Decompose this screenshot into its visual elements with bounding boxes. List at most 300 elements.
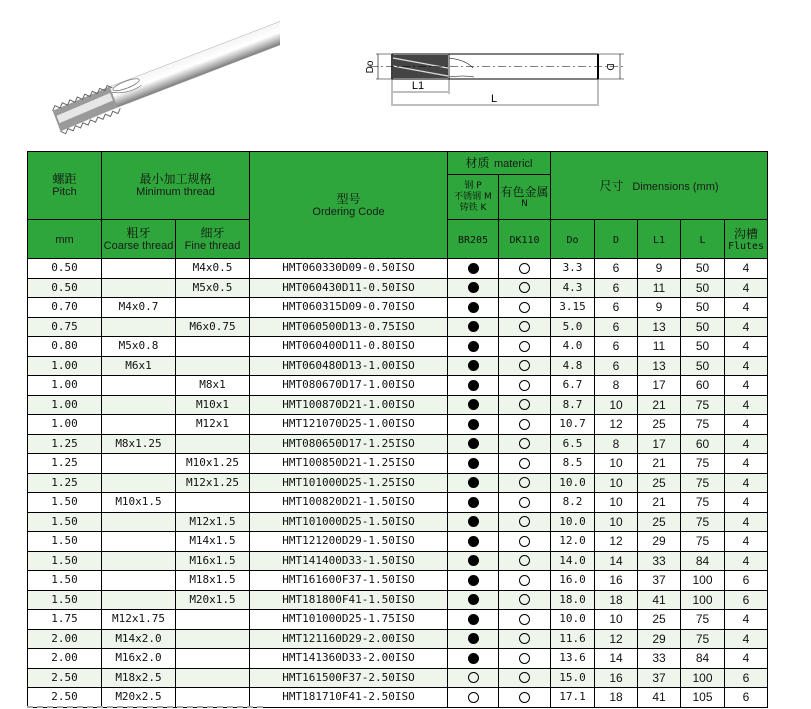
empty-circle-icon <box>468 692 479 703</box>
cell-dk110 <box>499 259 551 279</box>
cell-pitch: 1.50 <box>28 590 102 610</box>
cell-flutes: 4 <box>725 473 768 493</box>
cell-fine-thread: M10x1 <box>176 395 250 415</box>
cell-dk110 <box>499 415 551 435</box>
cell-flutes: 4 <box>725 415 768 435</box>
empty-circle-icon <box>519 458 530 469</box>
cell-fine-thread: M12x1.25 <box>176 473 250 493</box>
filled-circle-icon <box>468 477 479 488</box>
table-row <box>28 356 768 376</box>
cell-l: 50 <box>681 259 725 279</box>
cell-dk110 <box>499 532 551 552</box>
cell-pitch: 1.00 <box>28 395 102 415</box>
cell-flutes: 4 <box>725 395 768 415</box>
empty-circle-icon <box>519 594 530 605</box>
cell-do: 3.15 <box>551 298 595 318</box>
cell-pitch: 0.70 <box>28 298 102 318</box>
cell-l: 75 <box>681 493 725 513</box>
table-body <box>28 259 768 708</box>
cell-fine-thread <box>176 298 250 318</box>
cell-coarse-thread: M20x2.5 <box>102 688 176 708</box>
cell-pitch: 1.25 <box>28 434 102 454</box>
cell-dk110 <box>499 551 551 571</box>
cell-l: 50 <box>681 298 725 318</box>
cell-br205 <box>448 688 499 708</box>
cell-flutes: 6 <box>725 688 768 708</box>
cell-pitch: 1.50 <box>28 571 102 591</box>
cell-coarse-thread <box>102 512 176 532</box>
cell-br205 <box>448 649 499 669</box>
cell-pitch: 0.50 <box>28 278 102 298</box>
cell-d: 12 <box>595 629 638 649</box>
empty-circle-icon <box>519 341 530 352</box>
cell-l1: 37 <box>638 571 681 591</box>
cell-l1: 25 <box>638 512 681 532</box>
filled-circle-icon <box>468 341 479 352</box>
cell-pitch: 2.00 <box>28 649 102 669</box>
cell-br205 <box>448 473 499 493</box>
header-pitch: 螺距 Pitch <box>28 152 102 220</box>
cell-l: 75 <box>681 629 725 649</box>
cell-l1: 41 <box>638 688 681 708</box>
cell-coarse-thread <box>102 376 176 396</box>
dimension-drawing <box>356 44 636 110</box>
empty-circle-icon <box>519 399 530 410</box>
cell-br205 <box>448 356 499 376</box>
cell-br205 <box>448 337 499 357</box>
cell-fine-thread <box>176 610 250 630</box>
filled-circle-icon <box>468 399 479 410</box>
cell-fine-thread <box>176 629 250 649</box>
cell-d: 16 <box>595 571 638 591</box>
cell-fine-thread: M4x0.5 <box>176 259 250 279</box>
cell-ordering-code: HMT121200D29-1.50ISO <box>250 532 448 552</box>
filled-circle-icon <box>468 438 479 449</box>
empty-circle-icon <box>519 438 530 449</box>
empty-circle-icon <box>519 633 530 644</box>
cell-do: 14.0 <box>551 551 595 571</box>
do-label: Do <box>365 60 376 74</box>
cell-coarse-thread <box>102 551 176 571</box>
header-l1: L1 <box>638 220 681 259</box>
cell-do: 4.8 <box>551 356 595 376</box>
cell-dk110 <box>499 493 551 513</box>
cell-br205 <box>448 434 499 454</box>
cell-br205 <box>448 278 499 298</box>
cell-ordering-code: HMT100850D21-1.25ISO <box>250 454 448 474</box>
cell-flutes: 4 <box>725 317 768 337</box>
cell-do: 11.6 <box>551 629 595 649</box>
cell-flutes: 6 <box>725 668 768 688</box>
filled-circle-icon <box>468 380 479 391</box>
cell-dk110 <box>499 376 551 396</box>
filled-circle-icon <box>468 633 479 644</box>
cell-br205 <box>448 590 499 610</box>
filled-circle-icon <box>468 536 479 547</box>
table-row <box>28 317 768 337</box>
cell-pitch: 2.50 <box>28 668 102 688</box>
cell-d: 8 <box>595 434 638 454</box>
cell-coarse-thread <box>102 473 176 493</box>
cell-ordering-code: HMT141360D33-2.00ISO <box>250 649 448 669</box>
filled-circle-icon <box>468 614 479 625</box>
cell-l1: 33 <box>638 551 681 571</box>
cell-coarse-thread <box>102 454 176 474</box>
cell-do: 6.5 <box>551 434 595 454</box>
table-row <box>28 551 768 571</box>
cell-dk110 <box>499 590 551 610</box>
empty-circle-icon <box>519 282 530 293</box>
cell-l1: 25 <box>638 610 681 630</box>
cell-l1: 29 <box>638 532 681 552</box>
cell-d: 6 <box>595 278 638 298</box>
cell-ordering-code: HMT060430D11-0.50ISO <box>250 278 448 298</box>
cell-l1: 21 <box>638 395 681 415</box>
cell-d: 18 <box>595 688 638 708</box>
empty-circle-icon <box>519 653 530 664</box>
cell-fine-thread <box>176 356 250 376</box>
filled-circle-icon <box>468 360 479 371</box>
cell-l1: 21 <box>638 493 681 513</box>
header-flutes: 沟槽 Flutes <box>725 220 768 259</box>
cell-do: 4.3 <box>551 278 595 298</box>
filled-circle-icon <box>468 497 479 508</box>
cell-coarse-thread: M4x0.7 <box>102 298 176 318</box>
cell-l: 60 <box>681 434 725 454</box>
cell-dk110 <box>499 571 551 591</box>
cell-fine-thread: M14x1.5 <box>176 532 250 552</box>
cell-br205 <box>448 415 499 435</box>
cell-dk110 <box>499 668 551 688</box>
cell-ordering-code: HMT060315D09-0.70ISO <box>250 298 448 318</box>
header-unit-mm: mm <box>28 220 102 259</box>
cell-dk110 <box>499 395 551 415</box>
cell-dk110 <box>499 298 551 318</box>
cell-d: 12 <box>595 415 638 435</box>
empty-circle-icon <box>519 672 530 683</box>
cell-dk110 <box>499 317 551 337</box>
cell-flutes: 6 <box>725 590 768 610</box>
cell-pitch: 0.75 <box>28 317 102 337</box>
cell-fine-thread <box>176 668 250 688</box>
empty-circle-icon <box>519 321 530 332</box>
empty-circle-icon <box>519 263 530 274</box>
cell-l1: 11 <box>638 278 681 298</box>
cell-do: 12.0 <box>551 532 595 552</box>
filled-circle-icon <box>468 575 479 586</box>
cell-flutes: 4 <box>725 434 768 454</box>
empty-circle-icon <box>519 419 530 430</box>
table-row <box>28 649 768 669</box>
cell-ordering-code: HMT060400D11-0.80ISO <box>250 337 448 357</box>
table-row <box>28 610 768 630</box>
cell-dk110 <box>499 337 551 357</box>
cell-d: 14 <box>595 551 638 571</box>
cell-fine-thread: M20x1.5 <box>176 590 250 610</box>
cell-flutes: 4 <box>725 532 768 552</box>
cell-ordering-code: HMT060500D13-0.75ISO <box>250 317 448 337</box>
filled-circle-icon <box>468 555 479 566</box>
cell-ordering-code: HMT060330D09-0.50ISO <box>250 259 448 279</box>
cell-pitch: 0.50 <box>28 259 102 279</box>
cell-do: 10.0 <box>551 610 595 630</box>
cell-d: 10 <box>595 473 638 493</box>
cell-fine-thread: M12x1 <box>176 415 250 435</box>
header-grade-br205: BR205 <box>448 220 499 259</box>
empty-circle-icon <box>519 575 530 586</box>
cell-l: 75 <box>681 512 725 532</box>
cell-ordering-code: HMT121070D25-1.00ISO <box>250 415 448 435</box>
cell-fine-thread <box>176 493 250 513</box>
cell-fine-thread: M12x1.5 <box>176 512 250 532</box>
cell-pitch: 1.00 <box>28 376 102 396</box>
filled-circle-icon <box>468 594 479 605</box>
table-row <box>28 376 768 396</box>
cell-coarse-thread: M10x1.5 <box>102 493 176 513</box>
cell-flutes: 4 <box>725 629 768 649</box>
cell-fine-thread <box>176 434 250 454</box>
cell-l: 84 <box>681 551 725 571</box>
cell-d: 10 <box>595 395 638 415</box>
empty-circle-icon <box>519 692 530 703</box>
cell-do: 5.0 <box>551 317 595 337</box>
cell-ordering-code: HMT181800F41-1.50ISO <box>250 590 448 610</box>
header-coarse-thread: 粗牙 Coarse thread <box>102 220 176 259</box>
cell-coarse-thread <box>102 278 176 298</box>
cell-l: 50 <box>681 356 725 376</box>
cell-l: 75 <box>681 610 725 630</box>
cell-br205 <box>448 512 499 532</box>
cell-l1: 9 <box>638 259 681 279</box>
cell-br205 <box>448 610 499 630</box>
table-row <box>28 571 768 591</box>
table-row <box>28 629 768 649</box>
cell-pitch: 2.00 <box>28 629 102 649</box>
filled-circle-icon <box>468 302 479 313</box>
table-row <box>28 395 768 415</box>
thread-mill-spec-table <box>27 151 768 708</box>
cell-ordering-code: HMT080670D17-1.00ISO <box>250 376 448 396</box>
cell-br205 <box>448 259 499 279</box>
cell-coarse-thread <box>102 571 176 591</box>
cell-l1: 17 <box>638 376 681 396</box>
cell-d: 10 <box>595 512 638 532</box>
cell-l1: 17 <box>638 434 681 454</box>
cell-l: 105 <box>681 688 725 708</box>
header-material-nonferrous: 有色金属 N <box>499 175 551 220</box>
cell-fine-thread: M5x0.5 <box>176 278 250 298</box>
cell-dk110 <box>499 512 551 532</box>
cell-ordering-code: HMT181710F41-2.50ISO <box>250 688 448 708</box>
cell-br205 <box>448 551 499 571</box>
cell-flutes: 4 <box>725 376 768 396</box>
cell-coarse-thread <box>102 532 176 552</box>
cell-do: 8.2 <box>551 493 595 513</box>
cell-l: 50 <box>681 278 725 298</box>
cell-pitch: 1.25 <box>28 473 102 493</box>
empty-circle-icon <box>519 614 530 625</box>
cell-br205 <box>448 532 499 552</box>
cell-do: 3.3 <box>551 259 595 279</box>
table-row <box>28 454 768 474</box>
cell-fine-thread: M6x0.75 <box>176 317 250 337</box>
cell-dk110 <box>499 649 551 669</box>
cell-l1: 41 <box>638 590 681 610</box>
cell-flutes: 4 <box>725 278 768 298</box>
cell-flutes: 4 <box>725 337 768 357</box>
cell-ordering-code: HMT101000D25-1.75ISO <box>250 610 448 630</box>
cell-dk110 <box>499 434 551 454</box>
cell-coarse-thread <box>102 590 176 610</box>
cell-l1: 21 <box>638 454 681 474</box>
empty-circle-icon <box>519 302 530 313</box>
cell-fine-thread: M18x1.5 <box>176 571 250 591</box>
header-dimensions: 尺寸 Dimensions (mm) <box>551 152 768 220</box>
cell-d: 6 <box>595 356 638 376</box>
cell-flutes: 4 <box>725 259 768 279</box>
cell-pitch: 1.00 <box>28 415 102 435</box>
cell-br205 <box>448 493 499 513</box>
footer-note-cropped <box>27 703 267 709</box>
cell-pitch: 1.50 <box>28 551 102 571</box>
cell-ordering-code: HMT100820D21-1.50ISO <box>250 493 448 513</box>
cell-l1: 33 <box>638 649 681 669</box>
cell-ordering-code: HMT101000D25-1.25ISO <box>250 473 448 493</box>
cell-d: 18 <box>595 590 638 610</box>
table-row <box>28 278 768 298</box>
cell-fine-thread: M8x1 <box>176 376 250 396</box>
header-d: D <box>595 220 638 259</box>
cell-coarse-thread: M18x2.5 <box>102 668 176 688</box>
cell-br205 <box>448 571 499 591</box>
cell-flutes: 6 <box>725 571 768 591</box>
cell-pitch: 1.50 <box>28 512 102 532</box>
cell-d: 16 <box>595 668 638 688</box>
header-l: L <box>681 220 725 259</box>
cell-d: 12 <box>595 532 638 552</box>
cell-pitch: 2.50 <box>28 688 102 708</box>
cell-flutes: 4 <box>725 512 768 532</box>
cell-l1: 29 <box>638 629 681 649</box>
table-row <box>28 590 768 610</box>
cell-coarse-thread: M8x1.25 <box>102 434 176 454</box>
cell-coarse-thread <box>102 259 176 279</box>
empty-circle-icon <box>519 380 530 391</box>
l1-label: L1 <box>411 80 425 92</box>
cell-l: 75 <box>681 395 725 415</box>
cell-pitch: 1.00 <box>28 356 102 376</box>
cell-br205 <box>448 668 499 688</box>
cell-ordering-code: HMT141400D33-1.50ISO <box>250 551 448 571</box>
cell-pitch: 0.80 <box>28 337 102 357</box>
cell-l: 100 <box>681 668 725 688</box>
cell-l: 75 <box>681 532 725 552</box>
cell-coarse-thread: M14x2.0 <box>102 629 176 649</box>
header-fine-thread: 细牙 Fine thread <box>176 220 250 259</box>
cell-l: 100 <box>681 571 725 591</box>
cell-ordering-code: HMT161600F37-1.50ISO <box>250 571 448 591</box>
cell-d: 14 <box>595 649 638 669</box>
cell-pitch: 1.25 <box>28 454 102 474</box>
cell-flutes: 4 <box>725 610 768 630</box>
cell-l1: 25 <box>638 415 681 435</box>
cell-d: 10 <box>595 493 638 513</box>
empty-circle-icon <box>519 536 530 547</box>
cell-fine-thread: M10x1.25 <box>176 454 250 474</box>
filled-circle-icon <box>468 263 479 274</box>
l-label: L <box>490 93 498 105</box>
table-row <box>28 415 768 435</box>
cell-do: 6.7 <box>551 376 595 396</box>
cell-flutes: 4 <box>725 454 768 474</box>
cell-do: 13.6 <box>551 649 595 669</box>
cell-pitch: 1.50 <box>28 532 102 552</box>
cell-do: 4.0 <box>551 337 595 357</box>
cell-l1: 13 <box>638 317 681 337</box>
filled-circle-icon <box>468 282 479 293</box>
filled-circle-icon <box>468 321 479 332</box>
cell-l: 100 <box>681 590 725 610</box>
cell-dk110 <box>499 473 551 493</box>
cell-l: 84 <box>681 649 725 669</box>
cell-flutes: 4 <box>725 493 768 513</box>
cell-br205 <box>448 629 499 649</box>
cell-l: 60 <box>681 376 725 396</box>
cell-flutes: 4 <box>725 649 768 669</box>
header-do: Do <box>551 220 595 259</box>
empty-circle-icon <box>468 672 479 683</box>
table-row <box>28 298 768 318</box>
header-ordering-code: 型号 Ordering Code <box>250 152 448 259</box>
cell-l1: 37 <box>638 668 681 688</box>
cell-coarse-thread: M16x2.0 <box>102 649 176 669</box>
cell-dk110 <box>499 610 551 630</box>
empty-circle-icon <box>519 555 530 566</box>
table-row <box>28 512 768 532</box>
cell-do: 10.0 <box>551 473 595 493</box>
cell-br205 <box>448 454 499 474</box>
cell-l: 75 <box>681 415 725 435</box>
cell-fine-thread: M16x1.5 <box>176 551 250 571</box>
d-label: D <box>604 63 615 71</box>
cell-dk110 <box>499 688 551 708</box>
cell-flutes: 4 <box>725 356 768 376</box>
cell-coarse-thread: M12x1.75 <box>102 610 176 630</box>
cell-br205 <box>448 298 499 318</box>
thread-mill-photo <box>30 14 280 144</box>
cell-coarse-thread <box>102 415 176 435</box>
cell-ordering-code: HMT121160D29-2.00ISO <box>250 629 448 649</box>
table-row <box>28 532 768 552</box>
filled-circle-icon <box>468 516 479 527</box>
cell-coarse-thread: M6x1 <box>102 356 176 376</box>
cell-d: 6 <box>595 259 638 279</box>
header-material-steel: 钢 P 不锈钢 M 铸铁 K <box>448 175 499 220</box>
cell-do: 16.0 <box>551 571 595 591</box>
cell-br205 <box>448 376 499 396</box>
cell-coarse-thread <box>102 395 176 415</box>
table-row <box>28 337 768 357</box>
table-row <box>28 493 768 513</box>
cell-dk110 <box>499 454 551 474</box>
cell-l: 75 <box>681 473 725 493</box>
cell-do: 8.5 <box>551 454 595 474</box>
cell-ordering-code: HMT080650D17-1.25ISO <box>250 434 448 454</box>
cell-d: 6 <box>595 317 638 337</box>
cell-coarse-thread: M5x0.8 <box>102 337 176 357</box>
filled-circle-icon <box>468 653 479 664</box>
filled-circle-icon <box>468 419 479 430</box>
